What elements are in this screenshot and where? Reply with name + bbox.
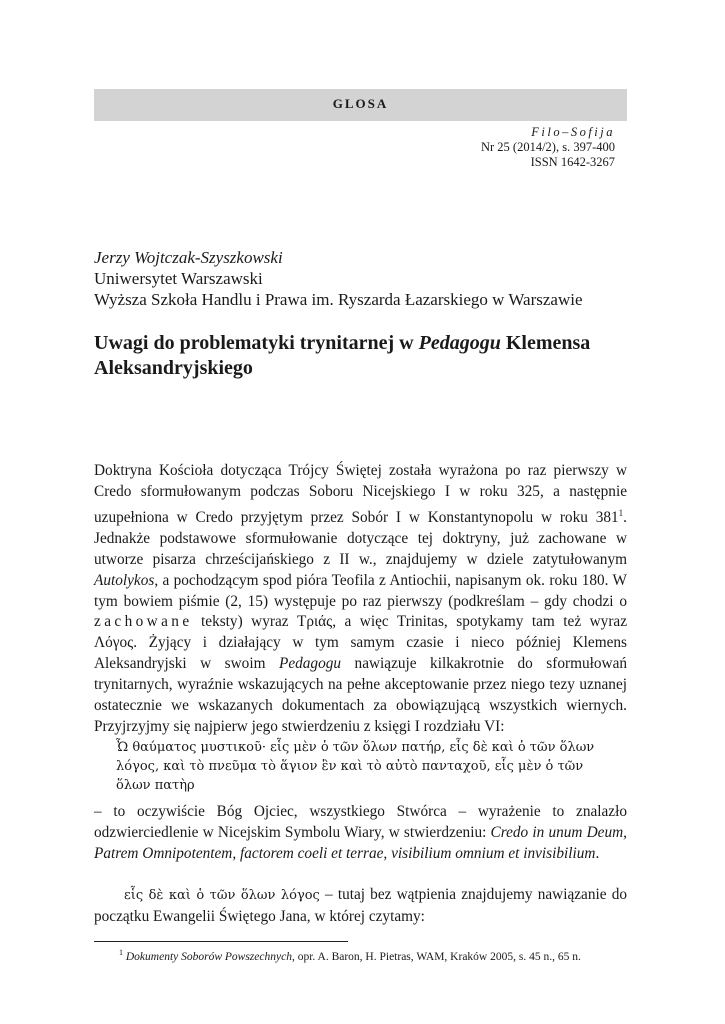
footnote-ref: 1 [618,507,624,518]
footnote-rest: , opr. A. Baron, H. Pietras, WAM, Kraków 2005, s. 45 n., 65 n. [291,950,581,963]
spaced-word: zachowane [94,613,193,631]
paragraph-1 [94,461,627,738]
p3-text: – tutaj bez wątpienia znajdujemy nawiązanie do początku Ewangelii Świętego Jana, w której czytamy: [94,886,627,925]
author-name: Jerzy Wojtczak-Szyszkowski [94,248,283,267]
journal-info [481,125,615,170]
pedagogu-italic: Pedagogu [279,655,342,673]
journal-issn: ISSN 1642-3267 [530,155,615,169]
title-italic: Pedagogu [418,332,501,354]
p1-text-e: nawiązuje kilkakrotnie do sformułowań trynitarnych, wyraźnie wskazujących na pełne akceptowanie przez niego tezy uznanej ostatecznie we wskazanych dokumentach za obowiązującą wszystkich wiernych. Przyjrzyjmy się najpierw jego stwierdzeniu z księgi I rozdziału VI: [94,655,628,735]
author-block [94,247,583,310]
greek-inline: εἷς δὲ καὶ ὁ τῶν ὅλων λόγος [124,888,320,903]
footnote [119,946,581,964]
footnote-number: 1 [119,948,123,957]
paragraph-2 [94,802,627,865]
p1-text-b: . Jednakże podstawowe sformułowanie dotyczące tej doktryny, już zachowane w utworze pisarza chrześcijańskiego z II w., znajdujemy w dziele zatytułowanym [94,508,627,568]
author-affiliation-2: Wyższa Szkoła Handlu i Prawa im. Ryszarda Łazarskiego w Warszawie [94,290,583,309]
paragraph-3 [94,885,627,928]
article-title [94,331,634,381]
p2-text-a: – to oczywiście Bóg Ojciec, wszystkiego Stwórca – wyrażenie to znalazło odzwierciedlenie w Nicejskim Symbolu Wiary, w stwierdzeniu: [94,803,627,841]
greek-quote: Ὦ θαύματος μυστικοῦ· εἷς μὲν ὁ τῶν ὅλων πατήρ, εἷς δὲ καὶ ὁ τῶν ὅλων λόγος, καὶ τὸ πνεῦμα τὸ ἅγιον ἓν καὶ τὸ αὐτὸ πανταχοῦ, εἷς μὲν ὁ τῶν ὅλων πατὴρ [116,740,595,793]
journal-name: Filo–Sofija [531,125,615,139]
p1-text-a: Doktryna Kościoła dotycząca Trójcy Świętej została wyrażona po raz pierwszy w Credo sformułowanym podczas Soboru Nicejskiego I w roku 325, a następnie uzupełniona w Credo przyjętym przez Sobór I w Konstantynopolu w roku 381 [94,462,627,526]
latin-creed: Credo in unum Deum, Patrem Omnipotentem, factorem coeli et terrae, visibilium omnium et invisibilium [94,823,627,862]
p1-text-d: teksty) wyraz Τριάς, a więc Trinitas, spotykamy tam też wyraz Λόγος. Żyjący i działający w tym samym czasie i nieco później Klemens Aleksandryjski w swoim [94,613,627,673]
footnote-divider [94,941,348,942]
journal-issue: Nr 25 (2014/2), s. 397-400 [480,140,615,154]
p2-text-b: . [595,844,600,862]
autolykos-italic: Autolykos [94,571,155,589]
section-label: GLOSA [332,96,389,111]
title-part-2: Klemensa Aleksandryjskiego [94,332,591,379]
footnote-title: Dokumenty Soborów Powszechnych [125,950,292,963]
title-part-1: Uwagi do problematyki trynitarnej w [94,332,419,354]
section-header-bar [94,89,627,121]
author-affiliation-1: Uniwersytet Warszawski [94,269,263,288]
p1-text-c: , a pochodzącym spod pióra Teofila z Antiochii, napisanym ok. roku 180. W tym bowiem piśmie (2, 15) występuje po raz pierwszy (podkreślam – gdy chodzi o [94,571,627,610]
